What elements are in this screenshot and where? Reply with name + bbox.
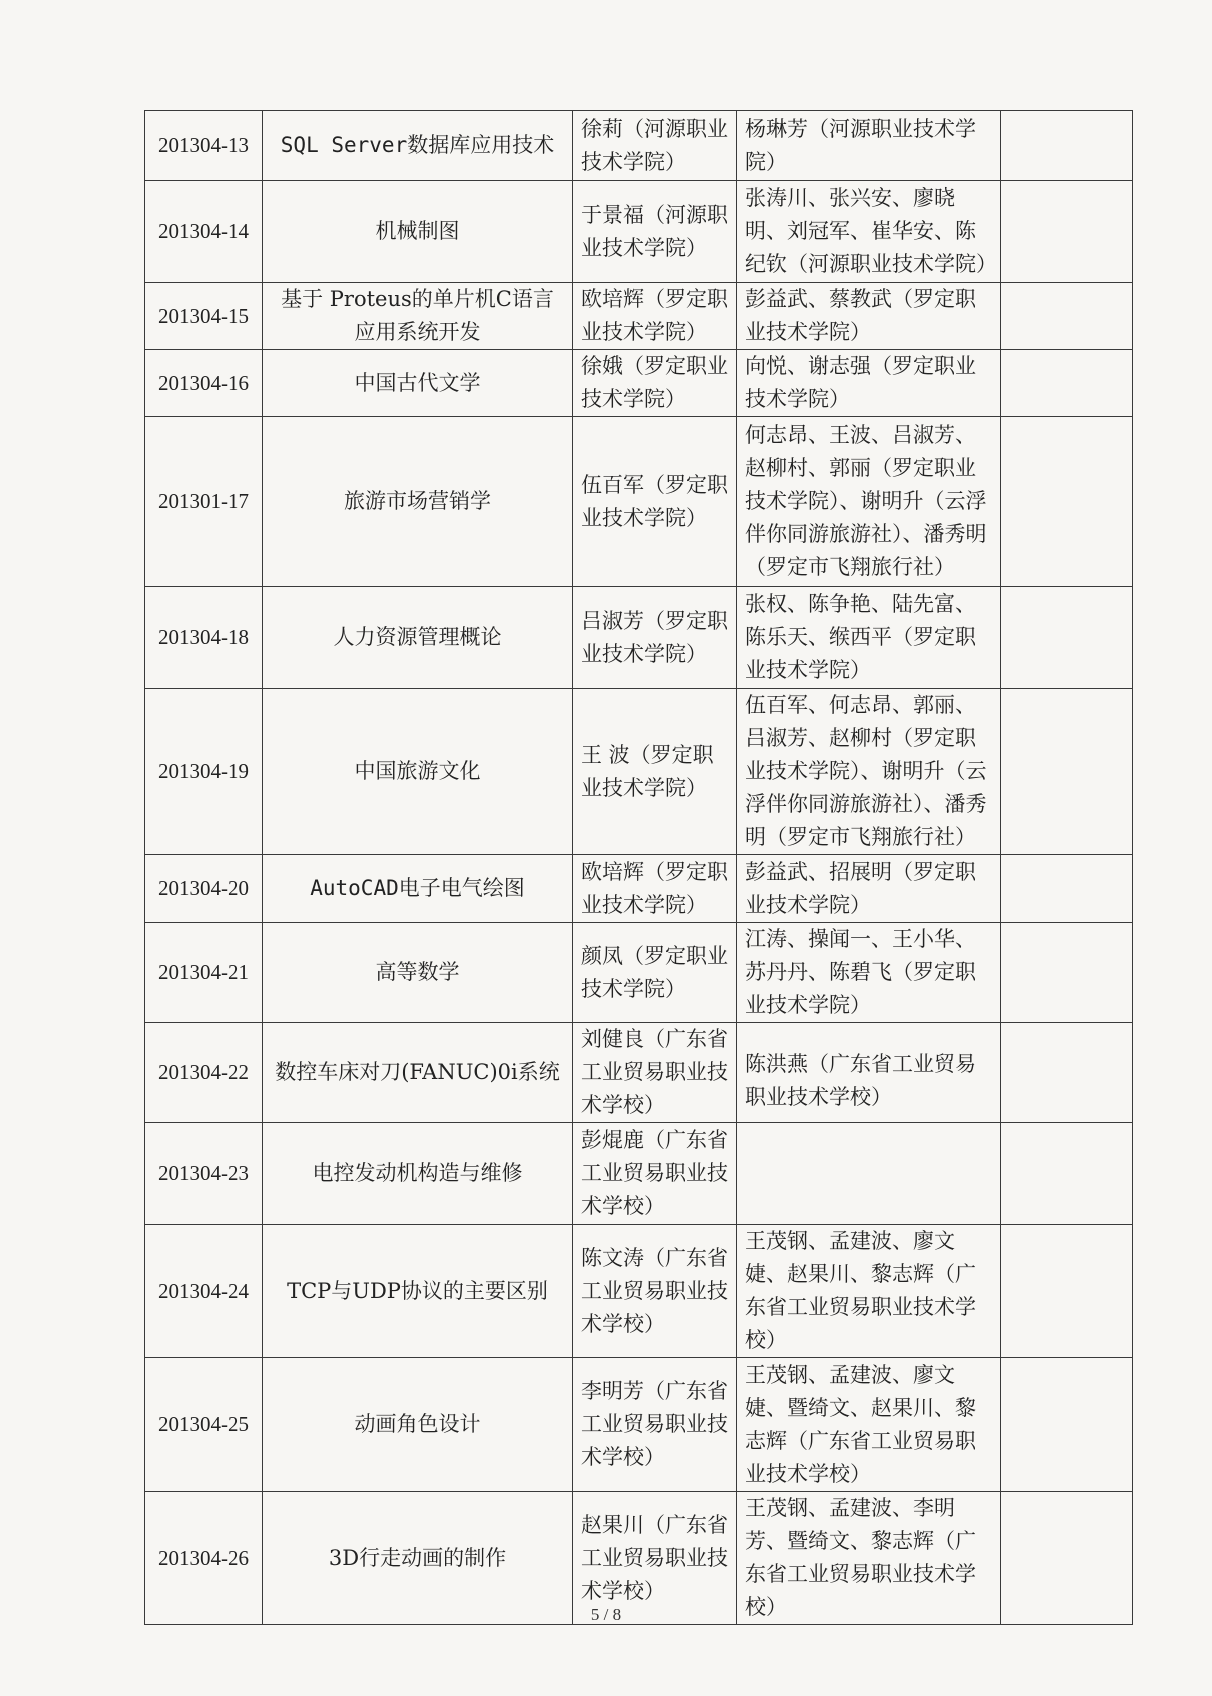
project-author: 颜凤（罗定职业技术学院） — [573, 923, 737, 1023]
project-members: 王茂钢、孟建波、廖文婕、暨绮文、赵果川、黎志辉（广东省工业贸易职业技术学校） — [737, 1358, 1001, 1492]
project-note — [1001, 111, 1133, 181]
project-note — [1001, 1123, 1133, 1225]
project-title: 旅游市场营销学 — [263, 417, 573, 587]
project-note — [1001, 1023, 1133, 1123]
project-id: 201304-14 — [145, 181, 263, 283]
table-row — [145, 1023, 1133, 1123]
project-author: 徐莉（河源职业技术学院） — [573, 111, 737, 181]
project-members: 王茂钢、孟建波、李明芳、暨绮文、黎志辉（广东省工业贸易职业技术学校） — [737, 1492, 1001, 1625]
project-title: 动画角色设计 — [263, 1358, 573, 1492]
table-row — [145, 1358, 1133, 1492]
project-members: 伍百军、何志昂、郭丽、吕淑芳、赵柳村（罗定职业技术学院）、谢明升（云浮伴你同游旅游社）、潘秀明（罗定市飞翔旅行社） — [737, 689, 1001, 855]
table-row — [145, 283, 1133, 350]
project-author: 伍百军（罗定职业技术学院） — [573, 417, 737, 587]
table-row — [145, 855, 1133, 923]
project-members: 彭益武、招展明（罗定职业技术学院） — [737, 855, 1001, 923]
project-title: 数控车床对刀(FANUC)0i系统 — [263, 1023, 573, 1123]
project-table — [144, 110, 1133, 1625]
project-author: 赵果川（广东省工业贸易职业技术学校） — [573, 1492, 737, 1625]
project-author: 徐娥（罗定职业技术学院） — [573, 350, 737, 417]
table-row — [145, 350, 1133, 417]
project-note — [1001, 923, 1133, 1023]
project-note — [1001, 350, 1133, 417]
project-author: 陈文涛（广东省工业贸易职业技术学校） — [573, 1225, 737, 1358]
project-title: 3D行走动画的制作 — [263, 1492, 573, 1625]
project-members: 杨琳芳（河源职业技术学院） — [737, 111, 1001, 181]
table-row — [145, 1225, 1133, 1358]
project-author: 欧培辉（罗定职业技术学院） — [573, 283, 737, 350]
project-id: 201301-17 — [145, 417, 263, 587]
project-note — [1001, 855, 1133, 923]
project-title: TCP与UDP协议的主要区别 — [263, 1225, 573, 1358]
project-author: 彭焜鹿（广东省工业贸易职业技术学校） — [573, 1123, 737, 1225]
project-note — [1001, 1225, 1133, 1358]
project-title: 中国旅游文化 — [263, 689, 573, 855]
project-id: 201304-24 — [145, 1225, 263, 1358]
project-author: 欧培辉（罗定职业技术学院） — [573, 855, 737, 923]
project-author: 于景福（河源职业技术学院） — [573, 181, 737, 283]
project-members: 何志昂、王波、吕淑芳、赵柳村、郭丽（罗定职业技术学院）、谢明升（云浮伴你同游旅游社）、潘秀明（罗定市飞翔旅行社） — [737, 417, 1001, 587]
project-author: 王 波（罗定职业技术学院） — [573, 689, 737, 855]
project-title: SQL Server数据库应用技术 — [263, 111, 573, 181]
table-row — [145, 417, 1133, 587]
project-members: 王茂钢、孟建波、廖文婕、赵果川、黎志辉（广东省工业贸易职业技术学校） — [737, 1225, 1001, 1358]
project-id: 201304-18 — [145, 587, 263, 689]
project-note — [1001, 283, 1133, 350]
table-row — [145, 1123, 1133, 1225]
project-note — [1001, 1358, 1133, 1492]
project-author: 吕淑芳（罗定职业技术学院） — [573, 587, 737, 689]
project-members: 张权、陈争艳、陆先富、陈乐天、缑西平（罗定职业技术学院） — [737, 587, 1001, 689]
project-id: 201304-26 — [145, 1492, 263, 1625]
project-note — [1001, 417, 1133, 587]
project-id: 201304-16 — [145, 350, 263, 417]
project-id: 201304-23 — [145, 1123, 263, 1225]
table-row — [145, 689, 1133, 855]
table-row — [145, 587, 1133, 689]
project-members: 向悦、谢志强（罗定职业技术学院） — [737, 350, 1001, 417]
project-members — [737, 1123, 1001, 1225]
project-title: 电控发动机构造与维修 — [263, 1123, 573, 1225]
project-note — [1001, 587, 1133, 689]
project-title: AutoCAD电子电气绘图 — [263, 855, 573, 923]
project-title: 中国古代文学 — [263, 350, 573, 417]
project-members: 张涛川、张兴安、廖晓明、刘冠军、崔华安、陈纪钦（河源职业技术学院） — [737, 181, 1001, 283]
project-members: 江涛、操闻一、王小华、苏丹丹、陈碧飞（罗定职业技术学院） — [737, 923, 1001, 1023]
project-note — [1001, 181, 1133, 283]
table-row — [145, 923, 1133, 1023]
project-id: 201304-22 — [145, 1023, 263, 1123]
project-id: 201304-15 — [145, 283, 263, 350]
project-members: 彭益武、蔡教武（罗定职业技术学院） — [737, 283, 1001, 350]
project-title: 人力资源管理概论 — [263, 587, 573, 689]
table-row — [145, 181, 1133, 283]
project-id: 201304-13 — [145, 111, 263, 181]
page-number: 5 / 8 — [590, 1605, 622, 1624]
project-id: 201304-19 — [145, 689, 263, 855]
project-note — [1001, 689, 1133, 855]
project-id: 201304-20 — [145, 855, 263, 923]
project-author: 李明芳（广东省工业贸易职业技术学校） — [573, 1358, 737, 1492]
project-title: 高等数学 — [263, 923, 573, 1023]
project-title: 机械制图 — [263, 181, 573, 283]
table-row — [145, 111, 1133, 181]
project-members: 陈洪燕（广东省工业贸易职业技术学校） — [737, 1023, 1001, 1123]
project-id: 201304-25 — [145, 1358, 263, 1492]
project-title: 基于 Proteus的单片机C语言应用系统开发 — [263, 283, 573, 350]
project-author: 刘健良（广东省工业贸易职业技术学校） — [573, 1023, 737, 1123]
project-id: 201304-21 — [145, 923, 263, 1023]
